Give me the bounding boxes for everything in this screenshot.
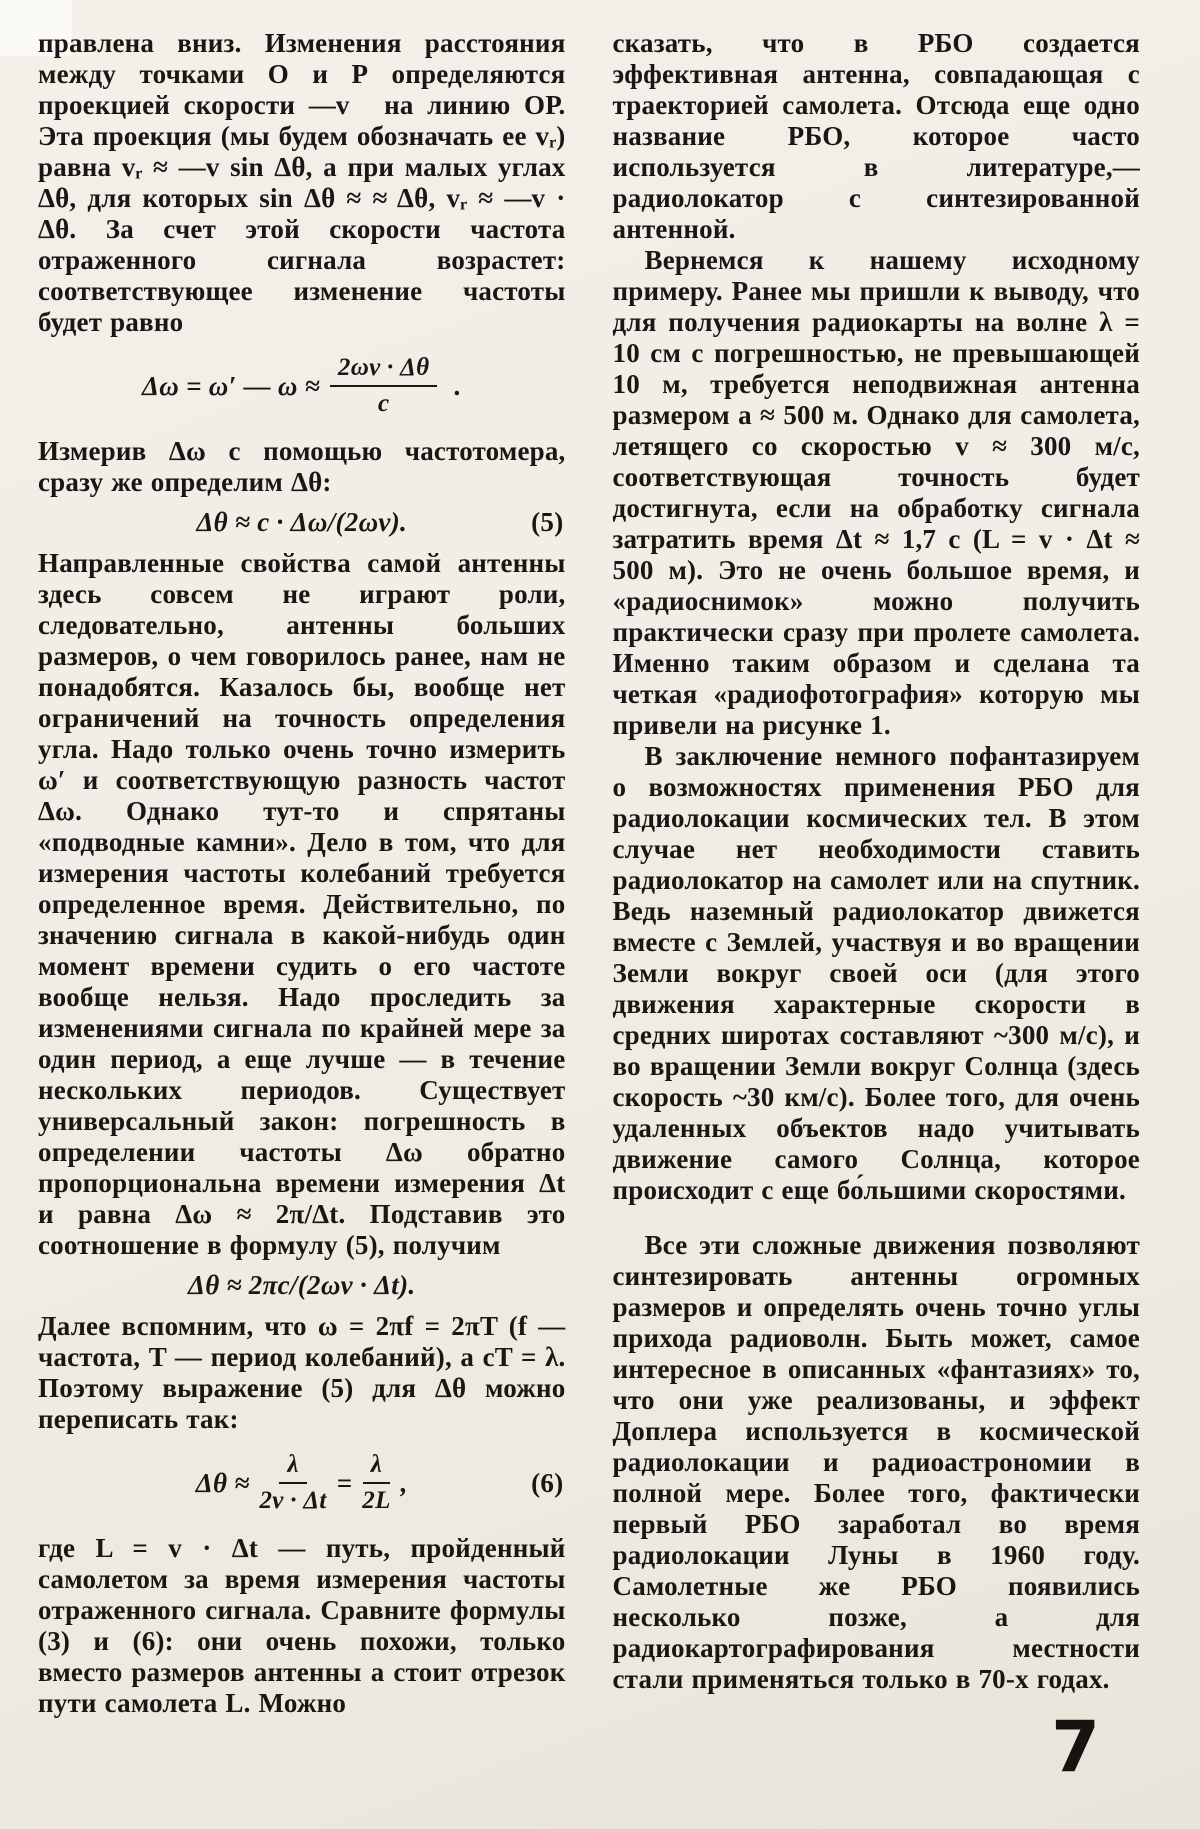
- fraction-denominator: 2L: [362, 1487, 391, 1514]
- fraction-lambda-2l: [362, 1451, 390, 1515]
- fraction-numerator: λ: [363, 1451, 390, 1484]
- text-columns: [38, 28, 1140, 1719]
- right-paragraph-3: В заключение немного пофантазируем о возможностях применения РБО для радиолокации космических тел. В этом случае нет необходимости ставить радиолокатор на самолет или на спутник. Ведь наземный радиолокатор движется вместе с Землей, участвуя и во вращении Земли вокруг своей оси (для этого движения характерные скорости в средних широтах составляют ~300 м/с), и во вращении Земли вокруг Солнца (здесь скорость ~30 км/с). Более того, для очень удаленных объектов надо учитывать движение самого Солнца, которое происходит с еще бо́льшими скоростями.: [612, 741, 1140, 1205]
- fraction-numerator: λ: [279, 1451, 306, 1484]
- left-paragraph-1: правлена вниз. Изменения расстояния между точками О и Р определяются проекцией скорости —v⃗ на линию ОР. Эта проекция (мы будем обозначать ее vᵣ) равна vᵣ ≈ —v sin Δθ, а при малых углах Δθ, для которых sin Δθ ≈ ≈ Δθ, vᵣ ≈ —v · Δθ. За счет этой скорости частота отраженного сигнала возрастет: соответствующее изменение частоты будет равно: [38, 28, 566, 337]
- left-paragraph-4: Далее вспомним, что ω = 2πf = 2πT (f — частота, T — период колебаний), а cT = λ. Поэтому выражение (5) для Δθ можно переписать так:: [38, 1311, 566, 1434]
- page-number: 7: [1051, 1706, 1100, 1788]
- equation-body: Δθ ≈ 2πc/(2ωv · Δt).: [188, 1270, 416, 1300]
- fraction-lambda-2vdt: [260, 1451, 327, 1515]
- right-paragraph-2: Вернемся к нашему исходному примеру. Ранее мы пришли к выводу, что для получения радиокарты на волне λ = 10 см с погрешностью, не превышающей 10 м, требуется неподвижная антенна размером a ≈ 500 м. Однако для самолета, летящего со скоростью v ≈ 300 м/с, соответствующая точность будет достигнута, если на обработку сигнала затратить время Δt ≈ 1,7 с (L = v · Δt ≈ 500 м). Это не очень большое время, и «радиоснимок» можно получить практически сразу при пролете самолета. Именно таким образом и сделана та четкая «радиофотография» которую мы привели на рисунке 1.: [612, 245, 1140, 740]
- equation-6: [38, 1451, 566, 1515]
- fraction-numerator: 2ωv · Δθ: [330, 354, 437, 387]
- equation-number-6: (6): [531, 1467, 564, 1498]
- equation-delta-omega: [38, 354, 566, 418]
- equation-tail: .: [447, 370, 462, 401]
- right-paragraph-4: Все эти сложные движения позволяют синтезировать антенны огромных размеров и определять очень точно углы прихода радиоволн. Быть может, самое интересное в описанных «фантазиях» то, что они уже реализованы, и эффект Доплера используется в космической радиолокации и радиоастрономии в полной мере. Более того, фактически первый РБО заработал во время радиолокации Луны в 1960 году. Самолетные же РБО появились несколько позже, а для радиокартографирования местности стали применяться только в 70-х годах.: [612, 1230, 1140, 1694]
- equation-tail: ,: [400, 1467, 408, 1498]
- left-paragraph-3: Направленные свойства самой антенны здесь совсем не играют роли, следовательно, антенны больших размеров, о чем говорилось ранее, нам не понадобятся. Казалось бы, вообще нет ограничений на точность определения угла. Надо только очень точно измерить ω′ и соответствующую разность частот Δω. Однако тут-то и спрятаны «подводные камни». Дело в том, что для измерения частоты колебаний требуется определенное время. Действительно, по значению сигнала в какой-нибудь один момент времени судить о его частоте вообще нельзя. Надо проследить за изменениями сигнала по крайней мере за один период, а еще лучше — в течение нескольких периодов. Существует универсальный закон: погрешность в определении частоты Δω обратно пропорциональна времени измерения Δt и равна Δω ≈ 2π/Δt. Подставив это соотношение в формулу (5), получим: [38, 548, 566, 1260]
- fraction-denominator: c: [377, 390, 390, 417]
- right-column: [613, 28, 1141, 1719]
- left-paragraph-5: где L = v · Δt — путь, пройденный самолетом за время измерения частоты отраженного сигнала. Сравните формулы (3) и (6): они очень похожи, только вместо размеров антенны a стоит отрезок пути самолета L. Можно: [38, 1533, 566, 1718]
- equation-lhs: Δω = ω′ — ω ≈: [141, 370, 320, 401]
- equation-body: Δθ ≈ c · Δω/(2ωv).: [196, 507, 408, 537]
- left-paragraph-2: Измерив Δω с помощью частотомера, сразу же определим Δθ:: [38, 436, 566, 497]
- equation-lhs: Δθ ≈: [195, 1467, 250, 1498]
- equals-sign: =: [336, 1467, 353, 1498]
- equation-number-5: (5): [531, 507, 564, 537]
- right-paragraph-1: сказать, что в РБО создается эффективная антенна, совпадающая с траекторией самолета. Отсюда еще одно название РБО, которое часто используется в литературе,— радиолокатор с синтезированной антенной.: [612, 28, 1140, 244]
- left-column: [38, 28, 566, 1719]
- equation-5: [38, 507, 566, 538]
- fraction-denominator: 2v · Δt: [259, 1487, 327, 1514]
- fraction: [330, 354, 437, 418]
- equation-delta-theta: [38, 1270, 566, 1301]
